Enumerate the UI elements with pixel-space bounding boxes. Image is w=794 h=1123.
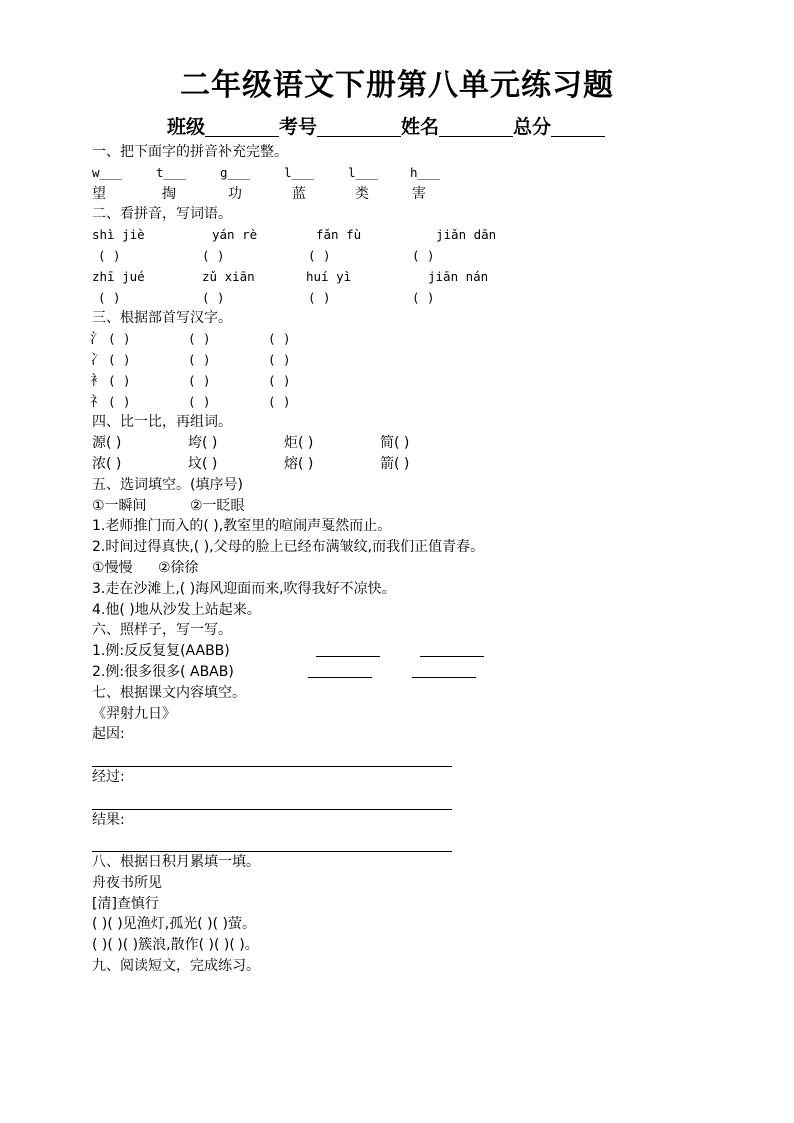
word-options <box>92 496 772 517</box>
name-label: 姓名 <box>401 116 440 138</box>
radical-row <box>92 350 772 371</box>
compare-item[interactable]: 源( ) <box>92 435 122 452</box>
compare-item[interactable]: 熔( ) <box>284 455 314 472</box>
word-option: ①一瞬间 <box>92 497 147 514</box>
story-title: 《羿射九日》 <box>92 705 176 722</box>
section-1-heading: 一、把下面字的拼音补充完整。 <box>92 144 288 160</box>
compare-row <box>92 454 772 475</box>
answer-box-row <box>92 288 772 309</box>
answer-box[interactable]: ( ) <box>308 247 331 263</box>
answer-line[interactable] <box>308 662 372 678</box>
pinyin-word: zǔ xiān <box>202 268 255 284</box>
compare-item[interactable]: 炬( ) <box>284 435 314 452</box>
question[interactable]: 1.老师推门而入的( ),教室里的喧闹声戛然而止。 <box>92 518 392 535</box>
pinyin-blank[interactable]: l___ <box>284 164 315 180</box>
pinyin-blank[interactable]: l___ <box>348 164 379 180</box>
question[interactable]: 4.他( )地从沙发上站起来。 <box>92 601 261 618</box>
example-row <box>92 641 772 662</box>
pinyin-blank[interactable]: h___ <box>410 164 441 180</box>
number-label: 考号 <box>279 116 318 138</box>
answer-box[interactable]: ( ) <box>108 331 131 347</box>
poem-title: 舟夜书所见 <box>92 874 162 891</box>
result-label: 结果: <box>92 811 125 828</box>
answer-box[interactable]: ( ) <box>188 372 211 388</box>
word-option: ①慢慢 <box>92 559 133 576</box>
score-blank[interactable] <box>551 116 605 137</box>
pinyin-word: huí yì <box>306 268 352 284</box>
pinyin-word: shì jiè <box>92 227 145 243</box>
example-row <box>92 662 772 683</box>
compare-item[interactable]: 浓( ) <box>92 455 122 472</box>
pinyin-row <box>92 225 772 246</box>
radical: 礻 <box>90 393 104 410</box>
pinyin-blank[interactable]: w___ <box>92 164 123 180</box>
answer-box[interactable]: ( ) <box>268 351 291 367</box>
question[interactable]: 3.走在沙滩上,( )海风迎面而来,吹得我好不凉快。 <box>92 580 396 597</box>
character: 掏 <box>162 185 176 202</box>
answer-line[interactable] <box>412 662 476 678</box>
answer-line[interactable] <box>316 641 380 657</box>
compare-row <box>92 433 772 454</box>
answer-box[interactable]: ( ) <box>98 247 121 263</box>
answer-box[interactable]: ( ) <box>108 351 131 367</box>
radical-row <box>92 371 772 392</box>
result-answer-line[interactable] <box>92 830 452 852</box>
pinyin-word: zhī jué <box>92 268 145 284</box>
poem-line[interactable]: ( )( )( )簇浪,散作( )( )( )。 <box>92 937 259 954</box>
pinyin-blank[interactable]: t___ <box>156 164 187 180</box>
section-8-heading: 八、根据日积月累填一填。 <box>92 854 260 871</box>
radical: 氵 <box>90 331 104 348</box>
section-9-heading: 九、阅读短文，完成练习。 <box>92 958 260 975</box>
pinyin-word: jiān nán <box>428 268 489 284</box>
class-blank[interactable] <box>205 116 279 137</box>
section-5-heading: 五、选词填空。(填序号) <box>92 476 243 493</box>
character: 功 <box>228 185 242 202</box>
student-info-line <box>167 112 605 139</box>
section-6-heading: 六、照样子，写一写。 <box>92 622 232 639</box>
character: 害 <box>412 185 426 202</box>
word-options <box>92 558 772 579</box>
number-blank[interactable] <box>317 116 401 137</box>
answer-box[interactable]: ( ) <box>268 372 291 388</box>
radical: 冫 <box>90 351 104 368</box>
pinyin-word: jiǎn dān <box>436 227 497 243</box>
name-blank[interactable] <box>439 116 513 137</box>
section-3-heading: 三、根据部首写汉字。 <box>92 310 232 327</box>
answer-box[interactable]: ( ) <box>108 372 131 388</box>
character: 望 <box>92 185 106 202</box>
cause-label: 起因: <box>92 726 125 743</box>
poem-author: [清]查慎行 <box>92 895 159 912</box>
section-1-pinyin-row <box>92 163 772 184</box>
character: 蓝 <box>292 185 306 202</box>
section-2-heading: 二、看拼音，写词语。 <box>92 206 232 223</box>
answer-box[interactable]: ( ) <box>268 393 291 409</box>
answer-box[interactable]: ( ) <box>308 289 331 305</box>
pinyin-blank[interactable]: g___ <box>220 164 251 180</box>
example-text: 2.例:很多很多( ABAB) <box>92 663 234 680</box>
question[interactable]: 2.时间过得真快,( ),父母的脸上已经布满皱纹,而我们正值青春。 <box>92 539 485 556</box>
example-text: 1.例:反反复复(AABB) <box>92 643 230 660</box>
answer-box-row <box>92 246 772 267</box>
word-option: ②一眨眼 <box>190 497 245 514</box>
answer-box[interactable]: ( ) <box>202 247 225 263</box>
compare-item[interactable]: 坟( ) <box>188 455 218 472</box>
section-1-char-row <box>92 184 772 205</box>
process-label: 经过: <box>92 768 125 785</box>
score-label: 总分 <box>513 116 552 138</box>
answer-line[interactable] <box>420 641 484 657</box>
compare-item[interactable]: 简( ) <box>380 435 410 452</box>
answer-box[interactable]: ( ) <box>188 331 211 347</box>
word-option: ②徐徐 <box>158 559 199 576</box>
character: 类 <box>355 185 369 202</box>
answer-box[interactable]: ( ) <box>412 289 435 305</box>
answer-box[interactable]: ( ) <box>268 331 291 347</box>
cause-answer-line[interactable] <box>92 745 452 767</box>
compare-item[interactable]: 箭( ) <box>380 455 410 472</box>
class-label: 班级 <box>167 116 206 138</box>
page-title: 二年级语文下册第八单元练习题 <box>180 68 614 103</box>
pinyin-word: fǎn fù <box>316 227 362 243</box>
pinyin-row <box>92 267 772 288</box>
worksheet-content <box>92 142 772 977</box>
answer-box[interactable]: ( ) <box>98 289 121 305</box>
answer-box[interactable]: ( ) <box>188 393 211 409</box>
compare-item[interactable]: 垮( ) <box>188 435 218 452</box>
answer-box[interactable]: ( ) <box>108 393 131 409</box>
pinyin-word: yán rè <box>212 227 258 243</box>
process-answer-line[interactable] <box>92 788 452 810</box>
radical: 衤 <box>90 372 104 389</box>
section-7-heading: 七、根据课文内容填空。 <box>92 684 246 701</box>
radical-row <box>92 392 772 413</box>
radical-row <box>92 329 772 350</box>
section-4-heading: 四、比一比，再组词。 <box>92 414 232 431</box>
answer-box[interactable]: ( ) <box>202 289 225 305</box>
poem-line[interactable]: ( )( )见渔灯,孤光( )( )萤。 <box>92 916 256 933</box>
answer-box[interactable]: ( ) <box>188 351 211 367</box>
answer-box[interactable]: ( ) <box>412 247 435 263</box>
